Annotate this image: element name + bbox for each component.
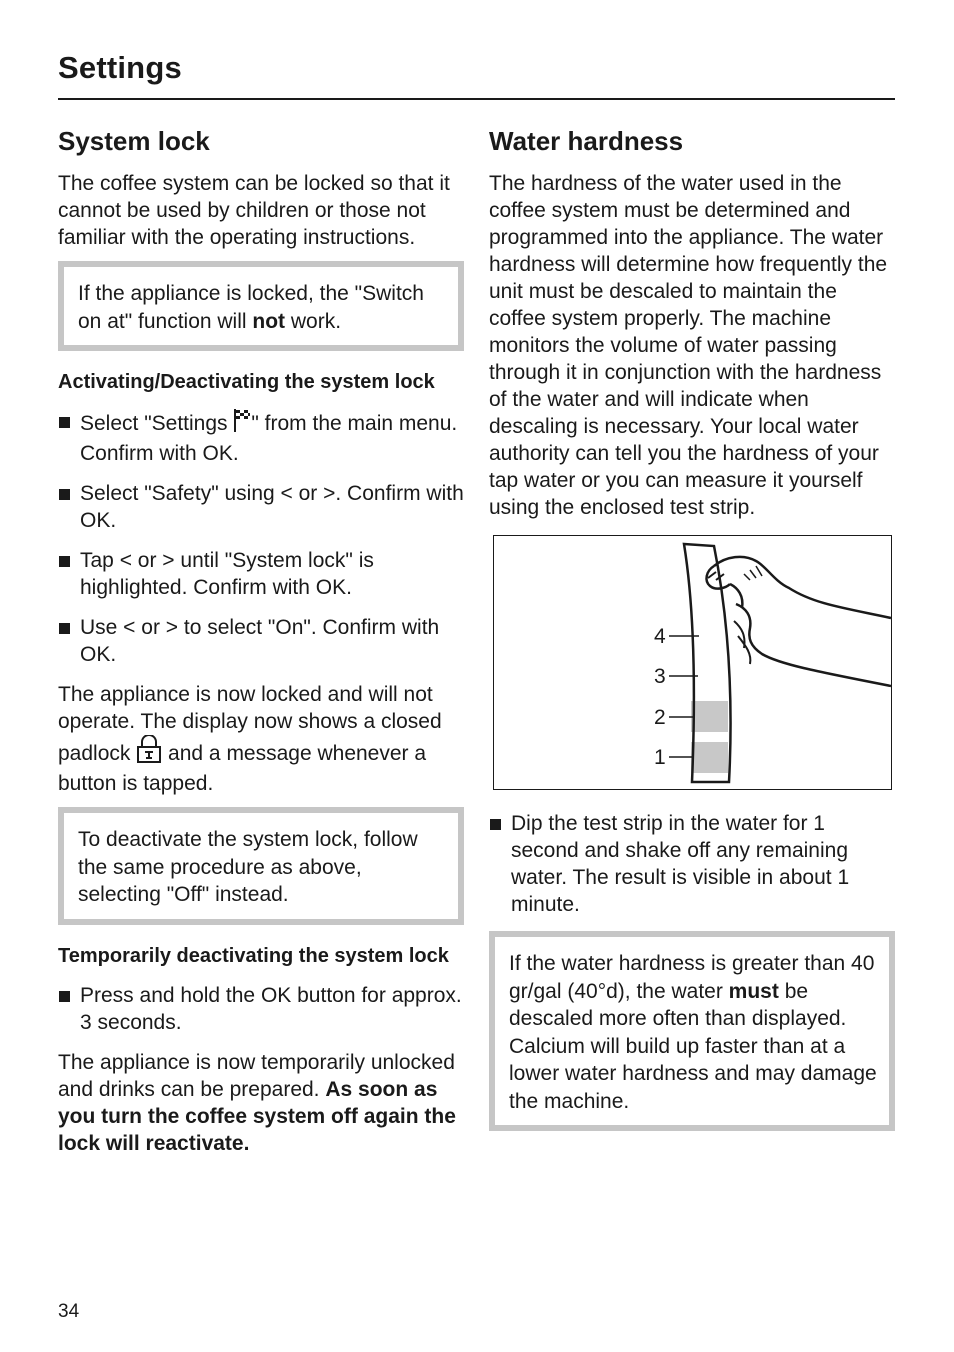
system-lock-heading: System lock xyxy=(58,126,210,156)
list-item: Select "Settings " from the main menu. Confirm with OK. xyxy=(58,408,464,467)
note-text: If the water hardness is greater than 40 gr/gal (40°d), the water must be descaled more often than displayed. Calcium will build up faster than at a lower water hardness and may damage the machine. xyxy=(509,952,877,1113)
test-strip-figure xyxy=(493,535,892,790)
title-divider xyxy=(58,98,895,100)
activating-subheading: Activating/Deactivating the system lock xyxy=(58,371,435,393)
flag-icon xyxy=(233,408,251,440)
water-hardness-section xyxy=(489,124,895,1149)
strip-zone-2 xyxy=(691,701,728,732)
strip-label-3: 3 xyxy=(654,665,666,688)
strip-label-4: 4 xyxy=(654,625,666,648)
note-text: If the appliance is locked, the "Switch on at" function will not work. xyxy=(78,282,424,333)
system-lock-section xyxy=(58,124,464,1167)
activation-steps xyxy=(58,408,464,668)
padlock-icon xyxy=(136,735,162,770)
page-title: Settings xyxy=(58,50,182,85)
note-text: To deactivate the system lock, follow the same procedure as above, selecting "Off" instead. xyxy=(78,828,418,906)
strip-label-1: 1 xyxy=(654,746,666,769)
system-lock-intro: The coffee system can be locked so that it cannot be used by children or those not familiar with the operating instructions. xyxy=(58,172,450,249)
locked-paragraph: The appliance is now locked and will not operate. The display now shows a closed padlock and a message whenever a button is tapped. xyxy=(58,683,442,795)
test-strip-steps xyxy=(489,810,895,918)
list-item: Dip the test strip in the water for 1 second and shake off any remaining water. The result is visible in about 1 minute. xyxy=(489,810,895,918)
note-box-deactivate xyxy=(58,807,464,925)
note-box-hardness xyxy=(489,931,895,1131)
water-hardness-intro: The hardness of the water used in the coffee system must be determined and programmed into the appliance. The water hardness will determine how frequently the unit must be descaled to maintain the coffee system properly. The machine monitors the volume of water passing through it in conjunction with the hardness of the water and will indicate when descaling is necessary. Your local water authority can tell you the hardness of your tap water or you can measure it yourself using the enclosed test strip. xyxy=(489,172,888,519)
note-box-switch-on xyxy=(58,261,464,351)
strip-zone-1 xyxy=(691,742,728,773)
list-item: Tap < or > until "System lock" is highlighted. Confirm with OK. xyxy=(58,547,464,601)
water-hardness-heading: Water hardness xyxy=(489,126,684,156)
test-strip-hand-illustration xyxy=(494,536,891,789)
list-item: Use < or > to select "On". Confirm with OK. xyxy=(58,614,464,668)
page-number: 34 xyxy=(58,1301,80,1322)
strip-label-2: 2 xyxy=(654,706,666,729)
list-item: Select "Safety" using < or >. Confirm with OK. xyxy=(58,480,464,534)
list-item: Press and hold the OK button for approx. 3 seconds. xyxy=(58,982,464,1036)
temporary-paragraph: The appliance is now temporarily unlocked and drinks can be prepared. As soon as you turn the coffee system off again the lock will reactivate. xyxy=(58,1050,456,1155)
temporary-steps xyxy=(58,982,464,1036)
temporary-subheading: Temporarily deactivating the system lock xyxy=(58,944,449,967)
